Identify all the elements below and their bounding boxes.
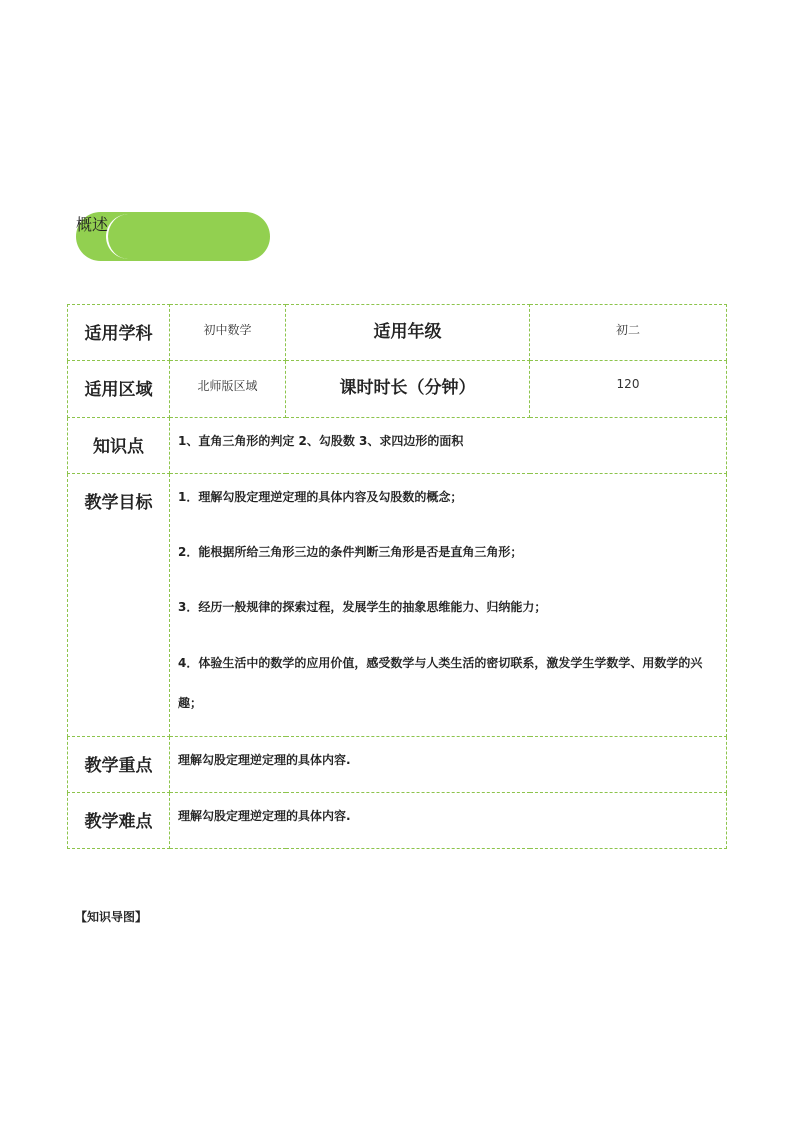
goal-item: 3．经历一般规律的探索过程，发展学生的抽象思维能力、归纳能力； <box>178 600 547 614</box>
table-row <box>68 793 727 849</box>
region-value: 北师版区域 <box>170 361 286 418</box>
duration-value: 120 <box>530 361 727 418</box>
goals-label: 教学目标 <box>68 474 170 737</box>
table-row <box>68 474 727 737</box>
grade-value: 初二 <box>530 305 727 361</box>
goal-item: 2．能根据所给三角形三边的条件判断三角形是否是直角三角形； <box>178 545 523 559</box>
region-label: 适用区域 <box>68 361 170 418</box>
duration-label: 课时时长（分钟） <box>286 361 530 418</box>
section-title: 概述 <box>76 215 109 234</box>
subject-label: 适用学科 <box>68 305 170 361</box>
table-row <box>68 361 727 418</box>
knowledge-label: 知识点 <box>68 418 170 474</box>
goal-item: 4．体验生活中的数学的应用价值，感受数学与人类生活的密切联系，激发学生学数学、用数学的兴趣； <box>178 656 703 710</box>
info-table <box>67 304 727 849</box>
grade-label: 适用年级 <box>286 305 530 361</box>
difficult-value: 理解勾股定理逆定理的具体内容. <box>170 793 727 849</box>
key-label: 教学重点 <box>68 737 170 793</box>
knowledge-value: 1、直角三角形的判定 2、勾股数 3、求四边形的面积 <box>170 418 727 474</box>
difficult-label: 教学难点 <box>68 793 170 849</box>
key-value: 理解勾股定理逆定理的具体内容. <box>170 737 727 793</box>
goals-list <box>170 474 727 737</box>
table-row <box>68 305 727 361</box>
table-row <box>68 737 727 793</box>
subject-value: 初中数学 <box>170 305 286 361</box>
table-row <box>68 418 727 474</box>
mindmap-label: 【知识导图】 <box>75 910 148 924</box>
goal-item: 1．理解勾股定理逆定理的具体内容及勾股数的概念； <box>178 490 463 504</box>
